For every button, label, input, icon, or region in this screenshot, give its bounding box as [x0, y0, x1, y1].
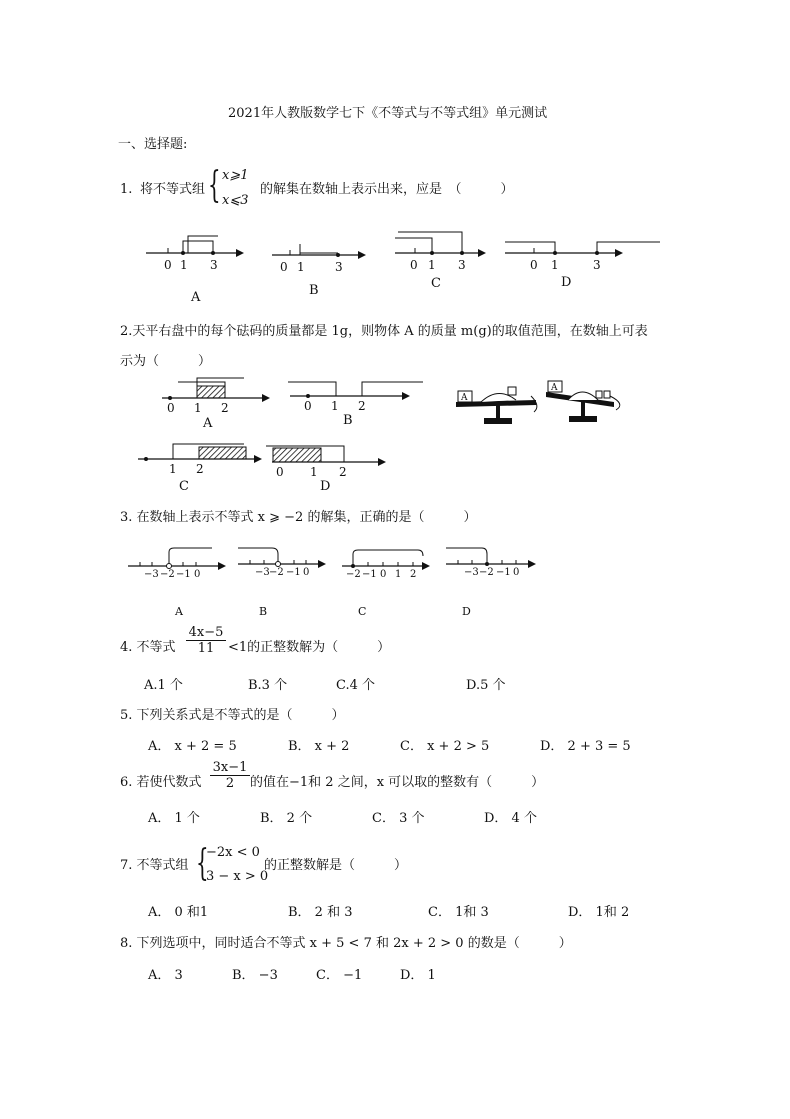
q8-text: 8. 下列选项中，同时适合不等式 x + 5 < 7 和 2x + 2 > 0 的数是（ ） [120, 936, 572, 951]
q1-number-lines [140, 228, 700, 308]
q3-d-tick-m2: −2 [479, 567, 494, 578]
q1-number: 1. [120, 182, 133, 197]
q4-option-b: B.3 个 [248, 678, 288, 693]
q7-prefix: 7. 不等式组 [120, 858, 189, 873]
q7-system-line2: 3 − x > 0 [206, 869, 269, 884]
q7-option-d: D． 1和 2 [568, 905, 630, 920]
q1-d-tick-0: 0 [530, 258, 538, 272]
q3-c-tick-0: 0 [380, 569, 387, 580]
q3-text: 3. 在数轴上表示不等式 x ⩾ −2 的解集，正确的是（ ） [120, 510, 477, 525]
q4-fraction [186, 625, 226, 656]
q8-option-a: A． 3 [148, 968, 183, 983]
q1-system-line1: x⩾1 [222, 168, 249, 183]
q2-b-tick-0: 0 [304, 399, 312, 413]
q1-system-line2: x⩽3 [222, 193, 249, 208]
q2-a-tick-2: 2 [221, 401, 229, 415]
q1-option-b-line [272, 244, 366, 298]
q4-option-d: D.5 个 [466, 678, 506, 693]
q3-a-tick-m3: −3 [144, 569, 159, 580]
q1-brace: { [208, 165, 221, 206]
page-title: 2021年人教版数学七下《不等式与不等式组》单元测试 [228, 106, 548, 121]
q1-option-c-line [395, 232, 486, 291]
section-heading: 一、选择题: [118, 137, 188, 152]
q3-c-tick-m2: −2 [346, 569, 361, 580]
q2-text-line1: 2.天平右盘中的每个砝码的质量都是 1g，则物体 A 的质量 m(g)的取值范围，在数轴上可表 [120, 324, 648, 339]
q2-option-b-line [288, 382, 423, 428]
q7-option-a: A． 0 和1 [148, 905, 209, 920]
q6-option-b: B． 2 个 [260, 811, 313, 826]
q8-option-d: D． 1 [400, 968, 436, 983]
q3-d-tick-0: 0 [513, 567, 520, 578]
q5-option-a: A． x + 2 = 5 [148, 739, 237, 754]
q3-label-a: A [175, 605, 183, 618]
q3-number-lines [126, 542, 546, 622]
q1-option-d-line [505, 242, 660, 290]
q1-label-b: B [309, 283, 319, 298]
q1-c-tick-3: 3 [458, 258, 466, 272]
balance-scale-icon [546, 381, 620, 422]
q6-option-c: C． 3 个 [372, 811, 425, 826]
q3-b-tick-m2: −2 [269, 567, 284, 578]
q3-c-tick-2: 2 [410, 569, 417, 580]
q1-label-d: D [561, 275, 572, 290]
q4-prefix: 4. 不等式 [120, 640, 176, 655]
q3-b-tick-m3: −3 [255, 567, 270, 578]
q5-option-c: C． x + 2 > 5 [400, 739, 490, 754]
q4-option-a: A.1 个 [144, 678, 183, 693]
q3-option-a-line [128, 548, 226, 618]
q1-c-tick-1: 1 [428, 258, 436, 272]
q7-suffix: 的正整数解是（ ） [264, 858, 408, 873]
q8-option-b: B． −3 [232, 968, 278, 983]
q2-label-c: C [179, 479, 189, 494]
q3-a-tick-m1: −1 [176, 569, 191, 580]
q3-a-tick-m2: −2 [160, 569, 175, 580]
q6-suffix: 的值在−1和 2 之间，x 可以取的整数有（ ） [250, 775, 545, 790]
q2-b-tick-1: 1 [331, 399, 339, 413]
q2-a-tick-1: 1 [194, 401, 202, 415]
q3-b-tick-0: 0 [303, 567, 310, 578]
q4-suffix: <1的正整数解为（ ） [228, 640, 391, 655]
q2-b-tick-2: 2 [358, 399, 366, 413]
q2-label-d: D [320, 479, 331, 494]
q5-option-b: B． x + 2 [288, 739, 350, 754]
q6-prefix: 6. 若使代数式 [120, 775, 202, 790]
q3-label-c: C [358, 605, 367, 618]
q1-a-tick-1: 1 [180, 258, 188, 272]
q3-label-b: B [259, 605, 268, 618]
q7-brace: { [196, 843, 209, 884]
q6-numerator: 3x−1 [212, 760, 248, 775]
q6-fraction [210, 760, 250, 791]
q2-d-tick-1: 1 [310, 465, 318, 479]
q3-option-d-line [446, 548, 536, 618]
q1-a-tick-3: 3 [210, 258, 218, 272]
q2-c-tick-2: 2 [196, 462, 204, 476]
q4-denominator: 11 [186, 640, 226, 656]
scale1-box-label: A [461, 393, 468, 403]
q1-prefix: 将不等式组 [140, 182, 206, 197]
q1-c-tick-0: 0 [410, 258, 418, 272]
q3-option-b-line [238, 548, 326, 618]
q6-option-d: D． 4 个 [484, 811, 537, 826]
q1-label-c: C [431, 276, 441, 291]
q1-b-tick-0: 0 [280, 260, 288, 274]
q1-a-tick-0: 0 [164, 258, 172, 272]
q3-c-tick-m1: −1 [362, 569, 377, 580]
q3-c-tick-1: 1 [395, 569, 402, 580]
q6-option-a: A． 1 个 [148, 811, 200, 826]
balance-scale-icon [456, 387, 537, 424]
q2-d-tick-0: 0 [276, 465, 284, 479]
q2-a-tick-0: 0 [167, 401, 175, 415]
q1-d-tick-1: 1 [551, 258, 559, 272]
q7-option-b: B． 2 和 3 [288, 905, 353, 920]
q7-system-line1: −2x < 0 [206, 845, 260, 860]
q1-suffix: 的解集在数轴上表示出来，应是 （ ） [260, 182, 514, 197]
q3-label-d: D [462, 605, 471, 618]
q4-option-c: C.4 个 [336, 678, 376, 693]
q2-label-b: B [343, 413, 353, 428]
q3-d-tick-m1: −1 [496, 567, 511, 578]
q2-text-line2: 示为（ ） [120, 354, 212, 369]
q5-text: 5. 下列关系式是不等式的是（ ） [120, 708, 345, 723]
q2-option-d-line [266, 446, 386, 494]
q2-figures [136, 378, 656, 498]
q1-b-tick-3: 3 [335, 260, 343, 274]
q2-option-a-line [162, 378, 270, 431]
q2-c-tick-1: 1 [169, 462, 177, 476]
q8-option-c: C． −1 [316, 968, 363, 983]
q1-b-tick-1: 1 [297, 260, 305, 274]
q1-d-tick-3: 3 [593, 258, 601, 272]
q7-option-c: C． 1和 3 [428, 905, 489, 920]
q6-denominator: 2 [210, 775, 250, 791]
scale2-box-label: A [551, 383, 558, 393]
q3-b-tick-m1: −1 [286, 567, 301, 578]
q4-numerator: 4x−5 [188, 625, 224, 640]
q2-option-c-line [138, 444, 262, 494]
q3-d-tick-m3: −3 [464, 567, 479, 578]
q3-option-c-line [342, 550, 430, 618]
q1-option-a-line [146, 236, 244, 305]
q5-option-d: D． 2 + 3 = 5 [540, 739, 631, 754]
q3-a-tick-0: 0 [194, 569, 201, 580]
q2-label-a: A [203, 416, 213, 431]
q1-label-a: A [191, 290, 201, 305]
q2-d-tick-2: 2 [339, 465, 347, 479]
